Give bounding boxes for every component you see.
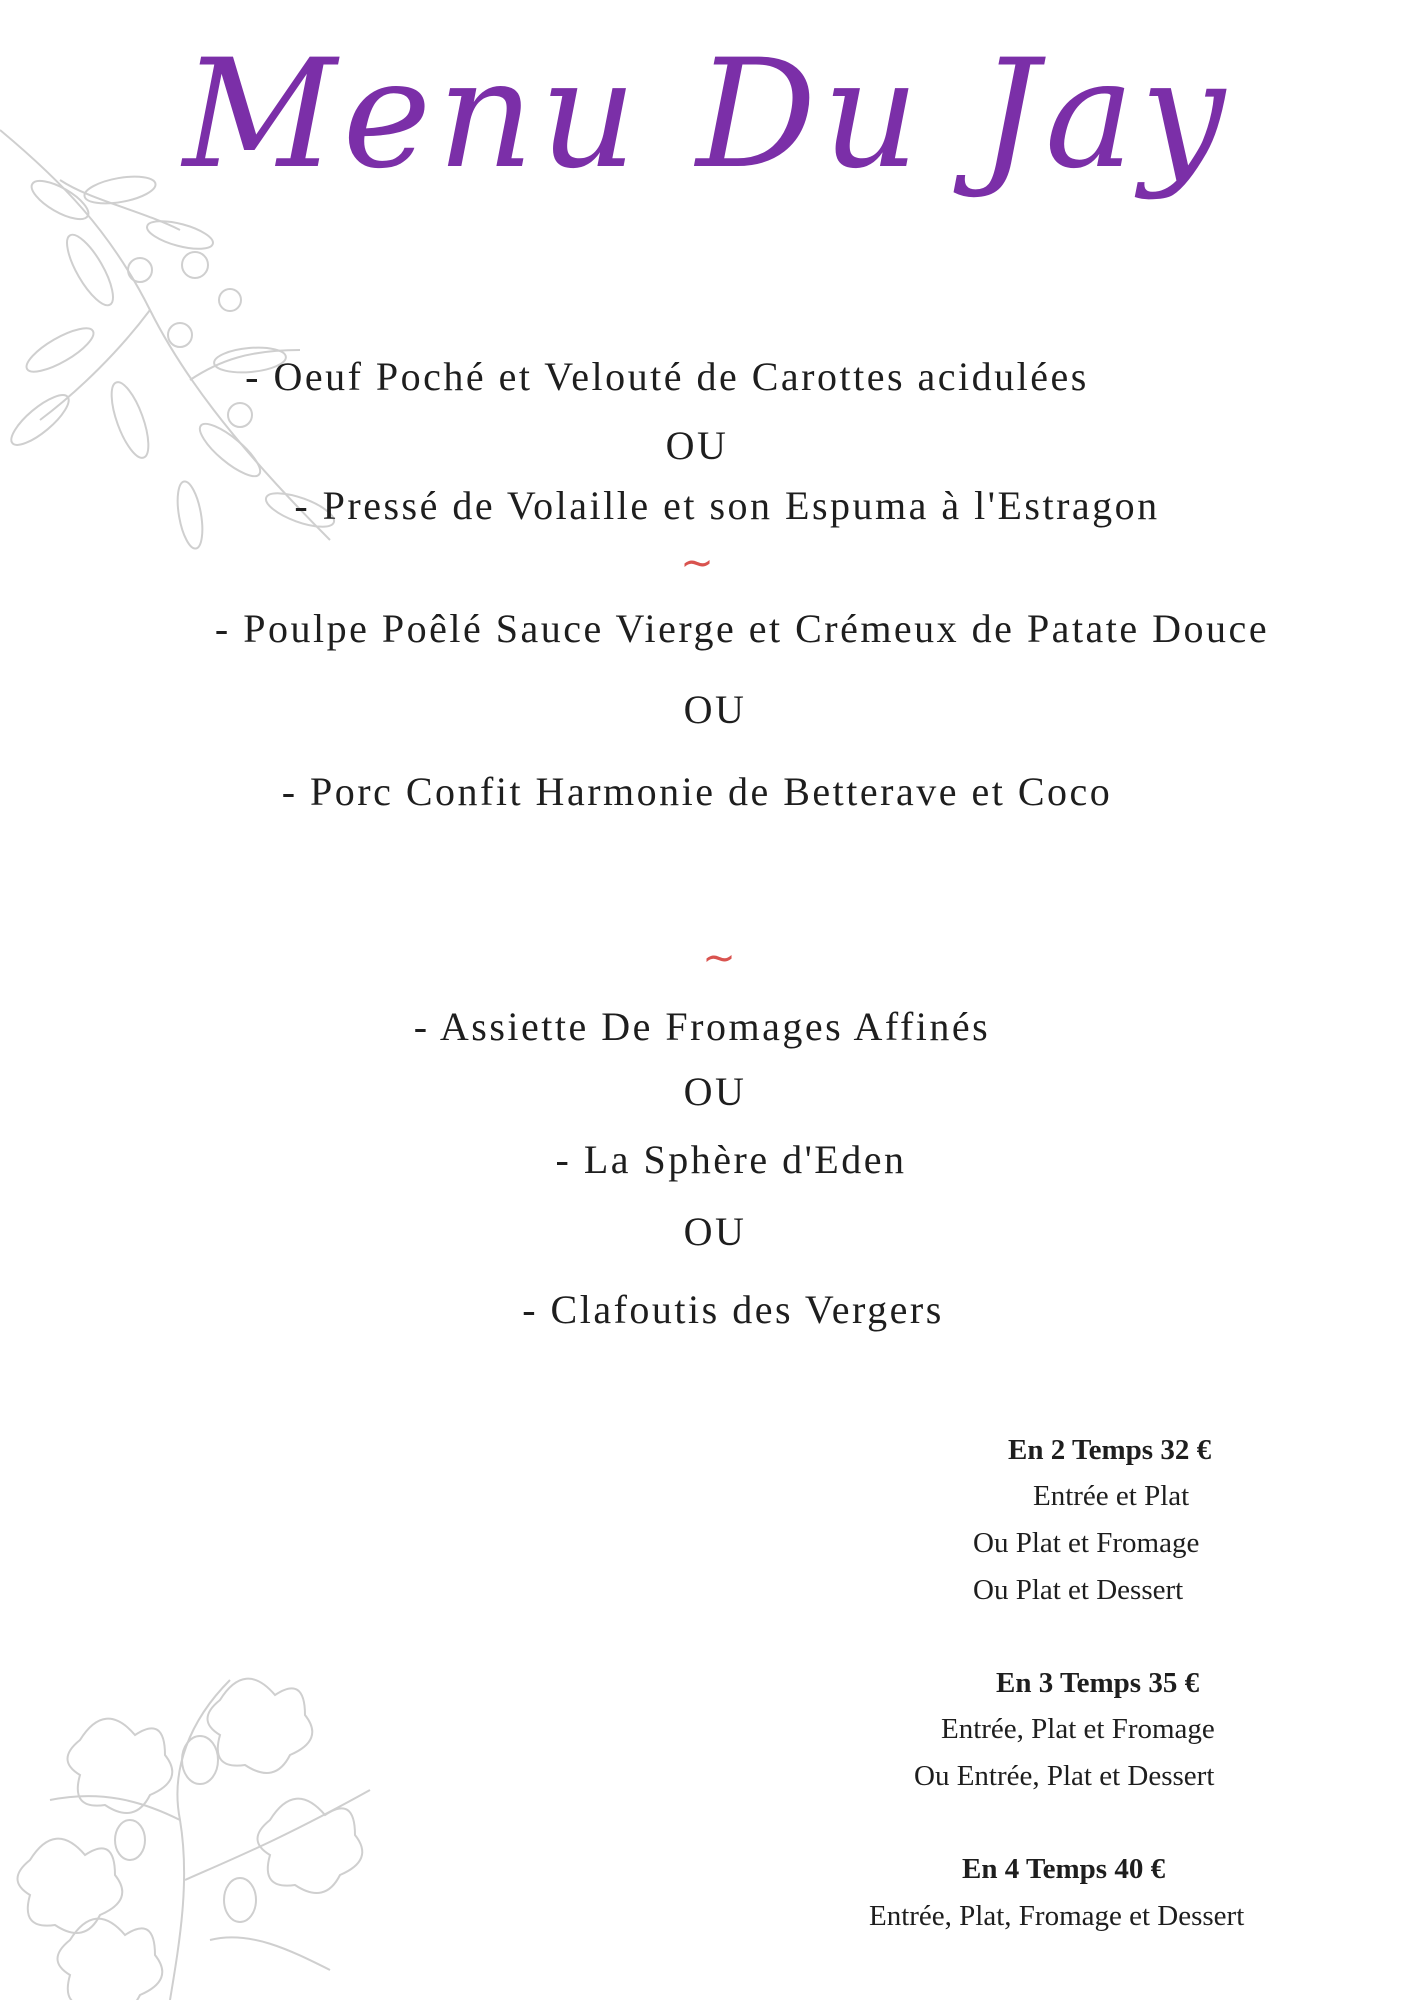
- entree-item-2: - Pressé de Volaille et son Espuma à l'Estragon: [294, 483, 1160, 528]
- dessert-or-separator-1: OU: [683, 1069, 747, 1114]
- formula-3-temps-line: Ou Entrée, Plat et Dessert: [914, 1760, 1215, 1792]
- plat-or-separator: OU: [683, 687, 747, 732]
- plat-item-1: - Poulpe Poêlé Sauce Vierge et Crémeux de Patate Douce: [214, 606, 1270, 651]
- formula-3-temps-line: Entrée, Plat et Fromage: [941, 1713, 1215, 1745]
- formula-2-temps-line: Ou Plat et Fromage: [973, 1527, 1200, 1559]
- entree-or-separator: OU: [665, 423, 729, 468]
- formula-2-temps-line: Ou Plat et Dessert: [973, 1574, 1184, 1606]
- course-separator-1: ~: [680, 540, 714, 586]
- formula-4-temps-heading: En 4 Temps 40 €: [962, 1853, 1166, 1885]
- fig-branch-illustration: [10, 1640, 410, 2000]
- dessert-item-3: - Clafoutis des Vergers: [522, 1287, 944, 1332]
- formula-4-temps-line: Entrée, Plat, Fromage et Dessert: [869, 1900, 1245, 1932]
- plat-item-2: - Porc Confit Harmonie de Betterave et Coco: [281, 769, 1113, 814]
- dessert-item-1: - Assiette De Fromages Affinés: [413, 1004, 991, 1049]
- entree-item-1: - Oeuf Poché et Velouté de Carottes acidulées: [245, 354, 1089, 399]
- menu-title: Menu Du Jay: [182, 28, 1232, 202]
- formula-2-temps-line: Entrée et Plat: [1033, 1480, 1190, 1512]
- course-separator-2: ~: [702, 935, 736, 981]
- formula-2-temps-heading: En 2 Temps 32 €: [1008, 1434, 1212, 1466]
- dessert-item-2: - La Sphère d'Eden: [555, 1137, 907, 1182]
- dessert-or-separator-2: OU: [683, 1209, 747, 1254]
- formula-3-temps-heading: En 3 Temps 35 €: [996, 1667, 1200, 1699]
